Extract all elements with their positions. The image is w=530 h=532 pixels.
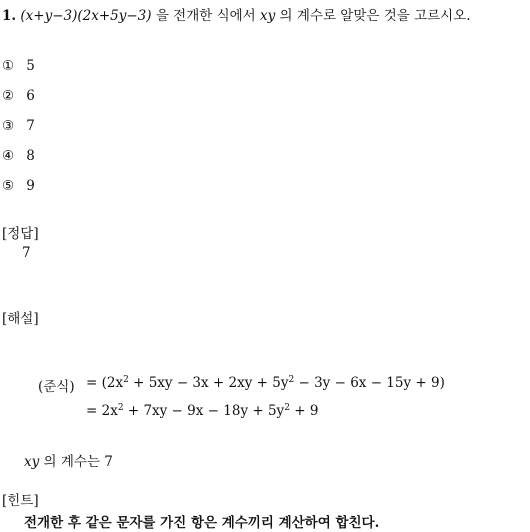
choice-2[interactable]	[2, 88, 35, 104]
choice-value: 7	[26, 118, 35, 134]
choice-value: 8	[26, 148, 35, 164]
equation-line-1-part3: − 3y − 6x − 15y + 9)	[294, 375, 445, 391]
exponent: 2	[123, 375, 129, 385]
choice-value: 5	[26, 58, 35, 74]
choice-1[interactable]	[2, 58, 35, 74]
equation-line-2	[86, 403, 318, 419]
equation-line-2-part3: + 9	[289, 403, 319, 419]
choice-mark: ①	[2, 58, 15, 74]
question-text-part1: 을 전개한 식에서	[151, 8, 260, 24]
choice-mark: ④	[2, 148, 15, 164]
answer-label: [정답]	[2, 226, 39, 242]
hint-label: [힌트]	[2, 493, 39, 509]
choice-value: 9	[26, 178, 35, 194]
equation-line-1-part2: + 5xy − 3x + 2xy + 5y	[128, 375, 289, 391]
conclusion-text: 의 계수는 7	[39, 454, 113, 470]
exponent: 2	[117, 403, 124, 413]
equation-line-1-part1: = (2x	[86, 375, 124, 391]
choice-4[interactable]	[2, 148, 35, 164]
answer-value: 7	[22, 245, 31, 261]
equation-line-2-part2: + 7xy − 9x − 18y + 5y	[123, 403, 285, 419]
question-expression: (x+y−3)(2x+5y−3)	[20, 8, 152, 24]
exponent: 2	[288, 375, 295, 385]
choice-value: 6	[26, 88, 35, 104]
equation-lhs: (준식)	[38, 379, 75, 395]
question-target-term: xy	[260, 8, 276, 24]
choice-mark: ⑤	[2, 178, 15, 194]
hint-text: 전개한 후 같은 문자를 가진 항은 계수끼리 계산하여 합친다.	[24, 515, 380, 531]
explanation-label: [해설]	[2, 311, 39, 327]
equation-line-1	[86, 375, 445, 391]
question-line	[2, 4, 471, 24]
equation-line-2-part1: = 2x	[86, 403, 118, 419]
choice-mark: ③	[2, 118, 15, 134]
choice-5[interactable]	[2, 178, 35, 194]
choice-mark: ②	[2, 88, 15, 104]
exponent: 2	[284, 403, 290, 413]
question-number: 1.	[2, 8, 17, 24]
choice-3[interactable]	[2, 118, 35, 134]
conclusion-line	[24, 450, 113, 470]
conclusion-variable: xy	[24, 454, 40, 470]
question-text-part2: 의 계수로 알맞은 것을 고르시오.	[275, 8, 471, 24]
